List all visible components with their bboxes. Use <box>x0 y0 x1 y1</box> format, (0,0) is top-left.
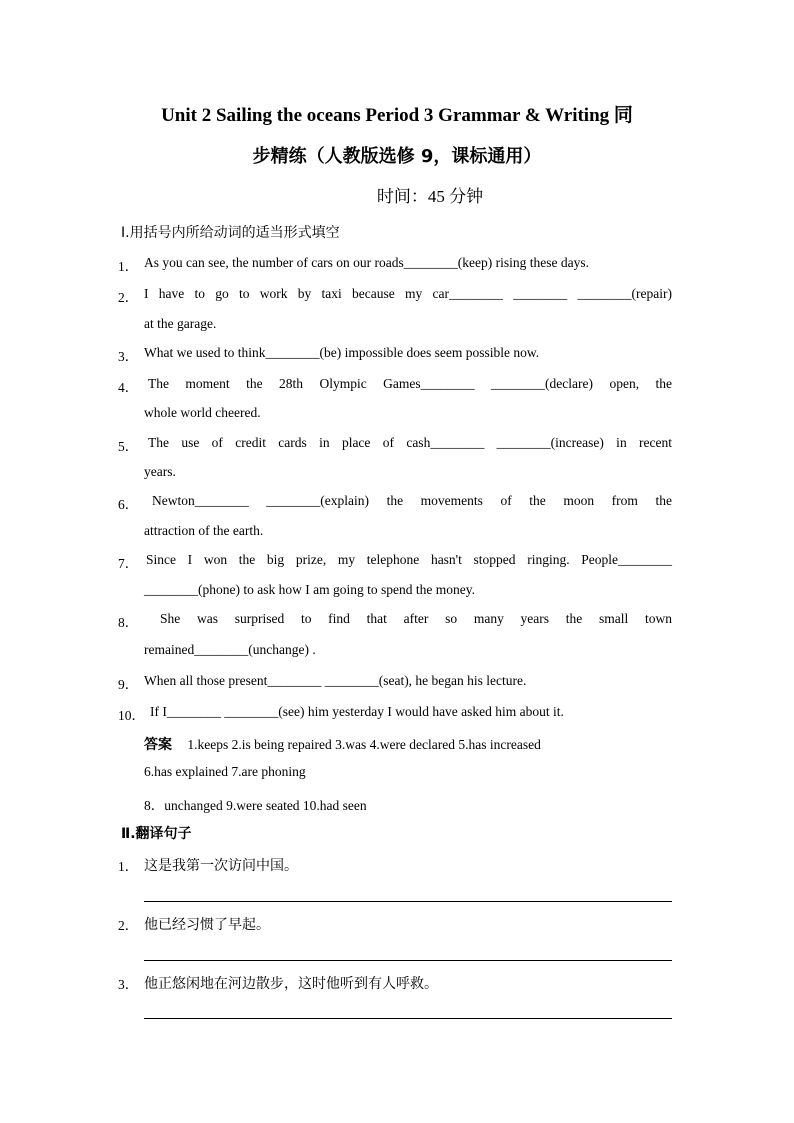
question-text: She was surprised to find that after so many years the small town <box>160 611 672 626</box>
answer-line[interactable] <box>144 960 672 961</box>
question-text: When all those present________ ________(seat), he began his lecture. <box>144 673 527 688</box>
question-text: I have to go to work by taxi because my car________ ________ ________(repair) <box>144 286 672 301</box>
question-number: 5． <box>118 439 139 454</box>
question-text: Since I won the big prize, my telephone hasn't stopped ringing. People________ <box>146 552 672 567</box>
section-1-heading: Ⅰ.用括号内所给动词的适当形式填空 <box>121 225 340 241</box>
answers-line-1: 1.keeps 2.is being repaired 3.was 4.were declared 5.has increased <box>187 737 541 752</box>
question-text-cont: ________(phone) to ask how I am going to spend the money. <box>144 582 475 597</box>
question-number: 8． <box>118 615 139 630</box>
answer-line[interactable] <box>144 901 672 902</box>
question-number: 7． <box>118 556 139 571</box>
question-text: The moment the 28th Olympic Games________ ________(declare) open, the <box>148 376 672 391</box>
question-text: The use of credit cards in place of cash________ ________(increase) in recent <box>148 435 672 450</box>
time-limit: 时间：45 分钟 <box>376 187 484 206</box>
translation-prompt: 这是我第一次访问中国。 <box>144 858 298 874</box>
question-text-cont: whole world cheered. <box>144 405 261 420</box>
answers-label: 答案 <box>144 737 172 753</box>
translation-number: 2． <box>118 918 139 933</box>
answers-line-2: 6.has explained 7.are phoning <box>144 764 306 779</box>
question-text-cont: years. <box>144 464 176 479</box>
question-number: 6． <box>118 497 139 512</box>
question-number: 2． <box>118 290 139 305</box>
question-text: As you can see, the number of cars on our roads________(keep) rising these days. <box>144 255 590 270</box>
answer-line[interactable] <box>144 1018 672 1019</box>
document-title <box>110 95 684 177</box>
question-number: 10． <box>118 708 145 723</box>
question-number: 4． <box>118 380 139 395</box>
section-2-heading: Ⅱ.翻译句子 <box>121 826 192 842</box>
answers-line-3: 8．unchanged 9.were seated 10.had seen <box>144 798 367 813</box>
translation-prompt: 他已经习惯了早起。 <box>144 917 270 933</box>
question-number: 3． <box>118 349 139 364</box>
question-text-cont: remained________(unchange) . <box>144 642 316 657</box>
question-text-cont: attraction of the earth. <box>144 523 264 538</box>
question-text: Newton________ ________(explain) the movements of the moon from the <box>152 493 672 508</box>
question-text-cont: at the garage. <box>144 316 217 331</box>
translation-prompt: 他正悠闲地在河边散步，这时他听到有人呼救。 <box>144 976 438 992</box>
translation-number: 1． <box>118 859 139 874</box>
question-number: 9． <box>118 677 139 692</box>
question-text: What we used to think________(be) impossible does seem possible now. <box>144 345 540 360</box>
title-line-1: Unit 2 Sailing the oceans Period 3 Grammar & Writing 同 <box>161 105 633 126</box>
title-line-2: 步精练（人教版选修 9，课标通用） <box>252 146 542 167</box>
question-text: If I________ ________(see) him yesterday I would have asked him about it. <box>150 704 564 719</box>
question-number: 1． <box>118 259 139 274</box>
answers-block <box>144 734 541 754</box>
translation-number: 3． <box>118 977 139 992</box>
